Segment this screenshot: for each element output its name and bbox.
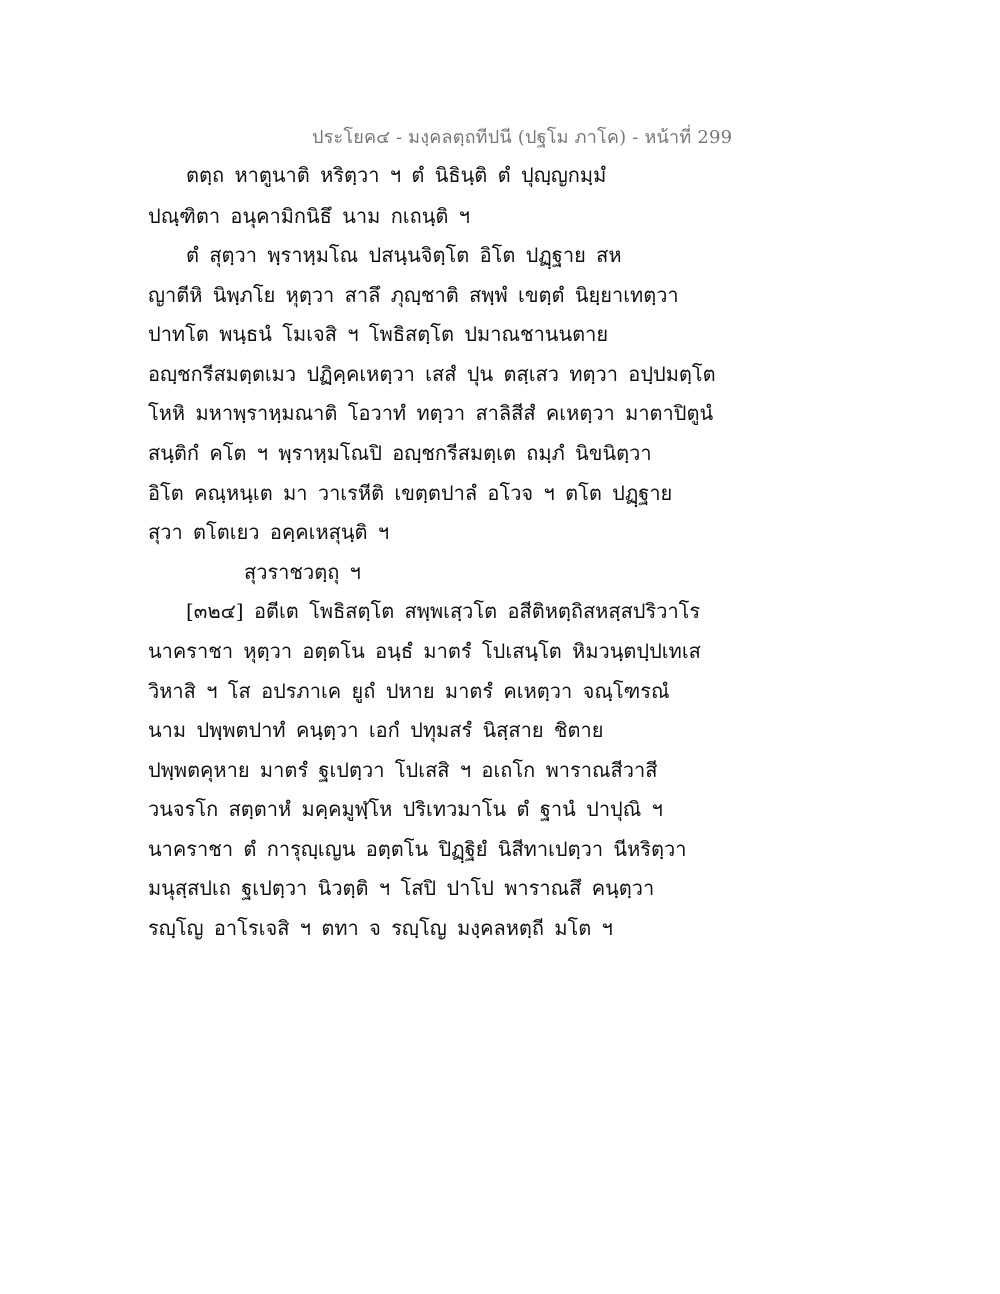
page-header: ประโยค๔ - มงฺคลตฺถทีปนี (ปฐโม ภาโค) - หน้าที่ 299 [312,127,733,148]
text-line: วิหาสิ ฯ โส อปรภาเค ยูถํ ปหาย มาตรํ คเหตฺวา จณฺโฑรณํ [148,679,670,703]
text-line: ปาทโต พนฺธนํ โมเจสิ ฯ โพธิสตฺโต ปมาณชานนตาย [148,322,609,346]
text-line: สนฺติกํ คโต ฯ พฺราหฺมโณปิ อญฺชกรีสมตฺเต ถมฺภํ นิขนิตฺวา [148,441,652,465]
text-line: [๓๒๔] อตีเต โพธิสตฺโต สพฺพเสฺวโต อสีติหตฺถิสหสฺสปริวาโร [186,599,701,623]
text-line: ปพฺพตคุหาย มาตรํ ฐเปตฺวา โปเสสิ ฯ อเถโก พาราณสีวาสี [148,758,658,782]
text-line: นาม ปพฺพตปาทํ คนฺตฺวา เอกํ ปทุมสรํ นิสฺสาย ชิตาย [148,718,604,742]
section-title: สุวราชวตฺถุ ฯ [244,560,361,584]
text-line: สุวา ตโตเยว อคฺคเหสุนฺติ ฯ [148,520,390,544]
text-line: ตตฺถ หาตูนาติ หริตฺวา ฯ ตํ นิธินฺติ ตํ ปุญฺญกมฺมํ [186,163,607,187]
text-line: นาคราชา หุตฺวา อตฺตโน อนฺธํ มาตรํ โปเสนฺโต หิมวนฺตปฺปเทเส [148,639,701,663]
text-line: โหหิ มหาพฺราหฺมณาติ โอวาทํ ทตฺวา สาลิสีสํ คเหตฺวา มาตาปิตูนํ [148,401,714,425]
text-line: นาคราชา ตํ การุญฺเญน อตฺตโน ปิฏฺฐิยํ นิสีทาเปตฺวา นีหริตฺวา [148,837,687,861]
text-line: วนจรโก สตฺตาหํ มคฺคมูฬฺโห ปริเทวมาโน ตํ ฐานํ ปาปุณิ ฯ [148,797,663,821]
text-line: ตํ สุตฺวา พฺราหฺมโณ ปสนฺนจิตฺโต อิโต ปฏฺฐาย สห [186,243,622,267]
text-line: มนุสฺสปเถ ฐเปตฺวา นิวตฺติ ฯ โสปิ ปาโป พาราณสึ คนฺตฺวา [148,876,655,900]
text-line: รญฺโญ อาโรเจสิ ฯ ตทา จ รญฺโญ มงฺคลหตฺถี มโต ฯ [148,916,613,940]
text-line: ปณฺฑิตา อนุคามิกนิธึ นาม กเถนฺติ ฯ [148,204,470,228]
text-line: ญาตีหิ นิพฺภโย หุตฺวา สาลึ ภุญฺชาติ สพฺพํ เขตฺตํ นิยฺยาเทตฺวา [148,283,679,307]
text-line: อิโต คณฺหนฺเต มา วาเรหีติ เขตฺตปาลํ อโวจ ฯ ตโต ปฏฺฐาย [148,481,673,505]
text-line: อญฺชกรีสมตฺตเมว ปฏิคฺคเหตฺวา เสสํ ปุน ตสฺเสว ทตฺวา อปฺปมตฺโต [148,362,716,386]
